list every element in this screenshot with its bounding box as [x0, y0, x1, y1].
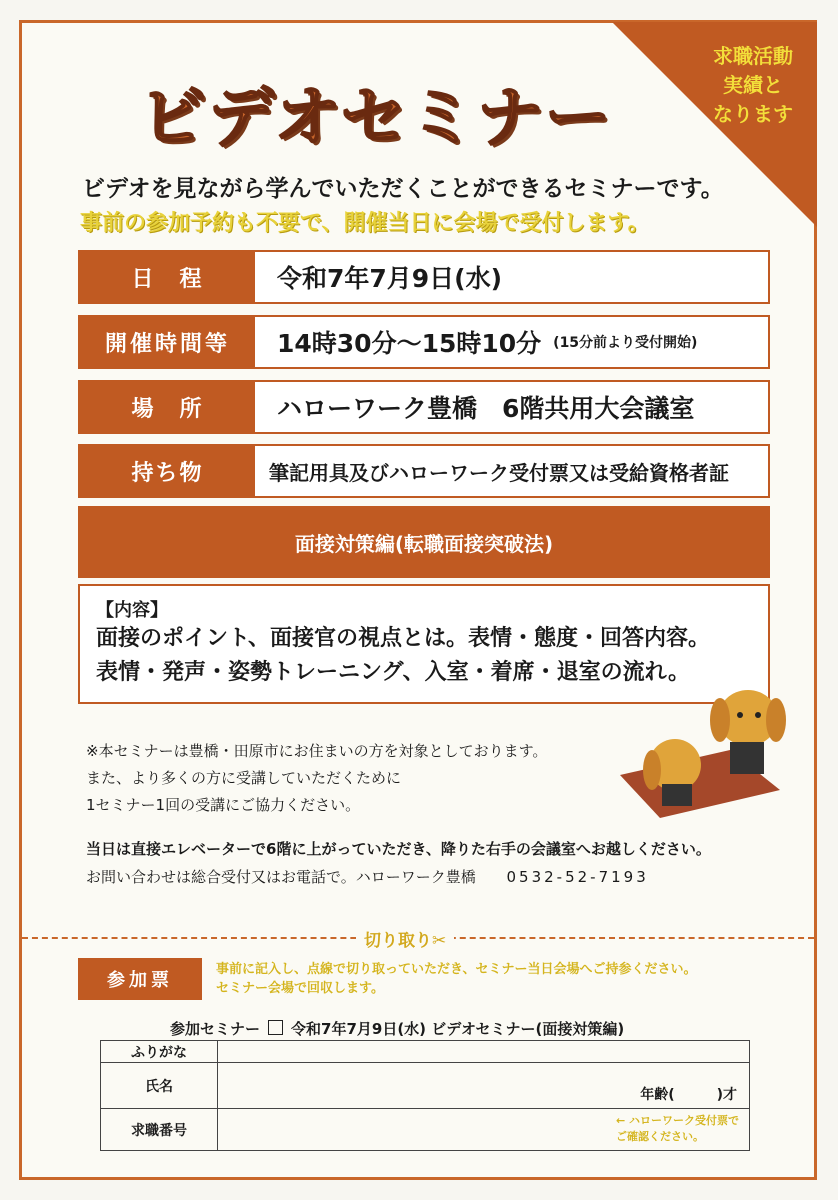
content-heading: 【内容】	[96, 600, 168, 621]
notes	[86, 738, 547, 819]
time-value: 14時30分～15時10分	[277, 329, 542, 358]
intro-line-1: ビデオを見ながら学んでいただくことができるセミナーです。	[82, 176, 724, 202]
job-note-line-2: ご確認ください。	[615, 1130, 704, 1143]
corner-badge-text	[694, 42, 812, 129]
note-line-2: また、より多くの方に受講していただくために	[86, 769, 402, 787]
value-items: 筆記用具及びハローワーク受付票又は受給資格者証	[269, 460, 729, 485]
furigana-field[interactable]	[218, 1041, 750, 1063]
row-place	[78, 380, 770, 434]
ticket-note-line-2: セミナー会場で回収します。	[216, 981, 384, 996]
row-items	[78, 444, 770, 498]
content-line-1: 面接のポイント、面接官の視点とは。表情・態度・回答内容。	[96, 626, 711, 651]
value-time	[255, 317, 768, 367]
apply-prefix: 参加セミナー	[170, 1020, 261, 1038]
intro-line-2: 事前の参加予約も不要で、開催当日に会場で受付します。	[80, 211, 650, 236]
label-place: 場 所	[80, 382, 255, 432]
ticket-note	[216, 960, 696, 998]
job-note-line-1: ← ハローワーク受付票で	[615, 1114, 739, 1127]
page-title: ビデオセミナー	[140, 79, 613, 156]
job-number-note	[616, 1113, 739, 1145]
job-number-label: 求職番号	[101, 1109, 218, 1151]
time-note: (15分前より受付開始)	[553, 335, 698, 351]
badge-line-2: 実績と	[723, 73, 783, 97]
phone-number: 0532-52-7193	[506, 868, 649, 886]
badge-line-3: なります	[713, 102, 793, 126]
furigana-label: ふりがな	[101, 1041, 218, 1063]
job-number-field[interactable]	[218, 1109, 750, 1151]
apply-line	[170, 1018, 624, 1039]
mascot-illustration	[620, 680, 805, 820]
row-time	[78, 315, 770, 369]
name-label: 氏名	[101, 1063, 218, 1109]
ticket-note-line-1: 事前に記入し、点線で切り取っていただき、セミナー当日会場へご持参ください。	[216, 962, 697, 977]
cut-label: 切り取り✂	[356, 926, 454, 951]
contact-text: お問い合わせは総合受付又はお電話で。ハローワーク豊橋	[86, 868, 476, 886]
content-line-2: 表情・発声・姿勢トレーニング、入室・着席・退室の流れ。	[96, 660, 691, 685]
age-field[interactable]: 年齢( )才	[640, 1087, 737, 1103]
info-line-2	[86, 866, 649, 887]
note-line-1: ※本セミナーは豊橋・田原市にお住まいの方を対象としております。	[86, 742, 548, 760]
value-date: 令和7年7月9日(水)	[277, 264, 503, 293]
seminar-name: 面接対策編(転職面接突破法)	[78, 506, 770, 578]
label-items: 持ち物	[80, 446, 255, 496]
value-place: ハローワーク豊橋 6階共用大会議室	[277, 394, 695, 423]
note-line-3: 1セミナー1回の受講にご協力ください。	[86, 796, 361, 814]
info-line-1: 当日は直接エレベーターで6階に上がっていただき、降りた右手の会議室へお越しください。	[86, 840, 711, 858]
badge-line-1: 求職活動	[713, 44, 793, 68]
apply-checkbox[interactable]	[268, 1020, 283, 1035]
label-date: 日 程	[80, 252, 255, 302]
application-form	[100, 1040, 750, 1151]
name-field[interactable]	[218, 1063, 750, 1109]
label-time: 開催時間等	[80, 317, 255, 367]
row-date	[78, 250, 770, 304]
ticket-label: 参加票	[78, 958, 202, 1000]
apply-text: 令和7年7月9日(水) ビデオセミナー(面接対策編)	[291, 1020, 625, 1038]
